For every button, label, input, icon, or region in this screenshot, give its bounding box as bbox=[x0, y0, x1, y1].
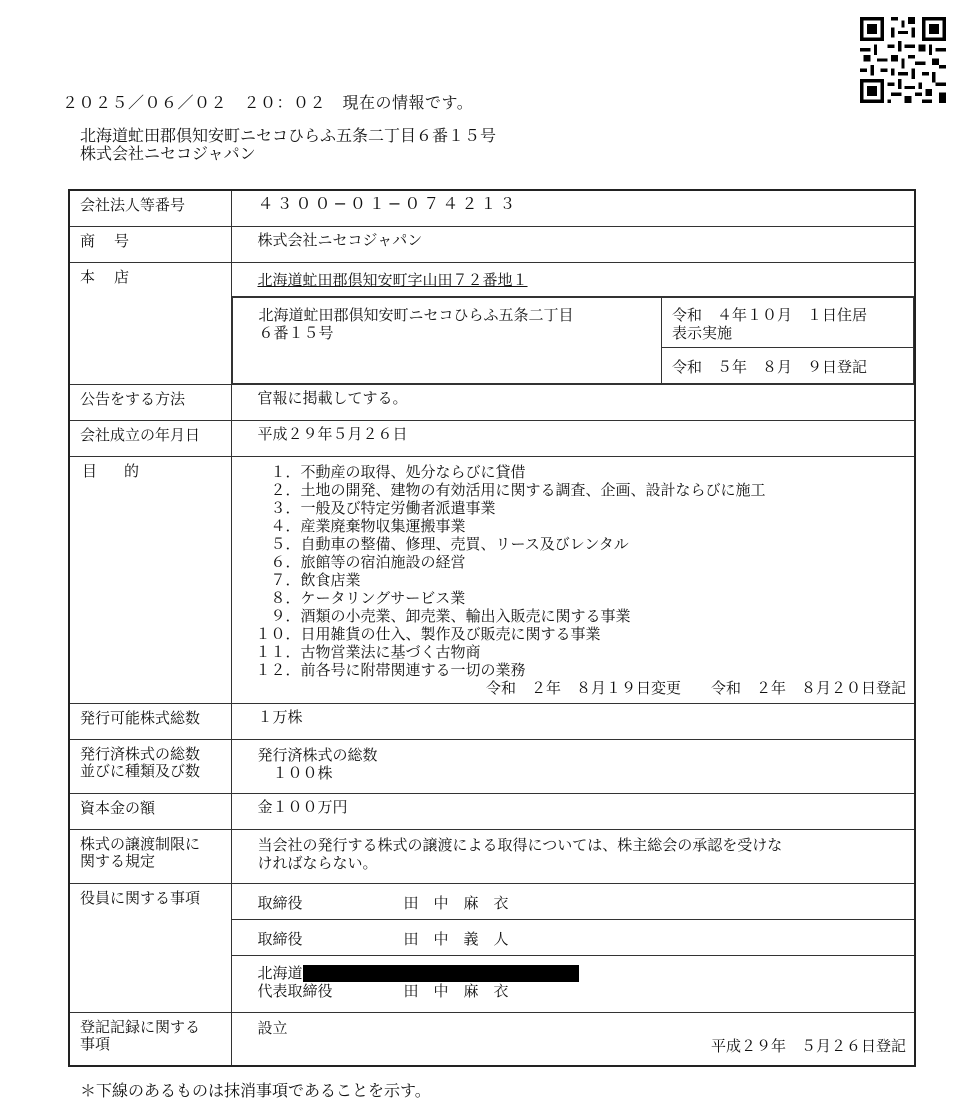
rep-title: 代表取締役 bbox=[257, 982, 333, 1000]
established-value: 平成２９年５月２６日 bbox=[231, 420, 915, 456]
purpose-item: ４．産業廃棄物収集運搬事業 bbox=[255, 516, 466, 535]
issued-shares-label-1: 発行済株式の総数 bbox=[80, 744, 201, 763]
row-corp-number bbox=[69, 190, 915, 226]
header-address: 北海道虻田郡倶知安町ニセコひらふ五条二丁目６番１５号 bbox=[80, 126, 497, 145]
old-address-struck: 北海道虻田郡倶知安町字山田７２番地１ bbox=[257, 270, 528, 289]
record-date: 平成２９年 ５月２６日登記 bbox=[710, 1036, 906, 1055]
transfer-restriction-label-2: 関する規定 bbox=[80, 851, 156, 870]
capital-value: 金１００万円 bbox=[231, 793, 915, 829]
purpose-item: ５．自動車の整備、修理、売買、リース及びレンタル bbox=[255, 534, 629, 553]
record-label-1: 登記記録に関する bbox=[80, 1017, 201, 1036]
row-authorized-shares bbox=[69, 703, 915, 739]
address-change-note-1b: 表示実施 bbox=[672, 323, 733, 342]
row-purpose bbox=[69, 456, 915, 703]
purpose-register-note: 令和 ２年 ８月２０日登記 bbox=[710, 678, 906, 697]
purpose-item: ９．酒類の小売業、卸売業、輸出入販売に関する事業 bbox=[255, 606, 631, 625]
row-issued-shares bbox=[69, 739, 915, 793]
purpose-label: 目 的 bbox=[69, 456, 231, 703]
datetime-text: ２０２５／０６／０２ ２０：０２ bbox=[62, 93, 327, 112]
issued-shares-value-1: 発行済株式の総数 bbox=[257, 745, 378, 764]
officers-label: 役員に関する事項 bbox=[69, 883, 231, 1012]
head-office-label: 本 店 bbox=[69, 262, 231, 384]
row-public-notice bbox=[69, 384, 915, 420]
row-established bbox=[69, 420, 915, 456]
transfer-restriction-value-2: ければならない。 bbox=[257, 853, 378, 872]
representative-entry bbox=[232, 956, 915, 1012]
corp-number-value: ４３００−０１−０７４２１３ bbox=[231, 190, 915, 226]
transfer-restriction-value-1: 当会社の発行する株式の譲渡による取得については、株主総会の承認を受けな bbox=[257, 835, 783, 854]
purpose-item: ７．飲食店業 bbox=[255, 570, 361, 589]
record-value: 設立 bbox=[257, 1018, 288, 1037]
row-trade-name bbox=[69, 226, 915, 262]
new-address-line-2: ６番１５号 bbox=[258, 323, 334, 342]
established-label: 会社成立の年月日 bbox=[69, 420, 231, 456]
row-transfer-restriction bbox=[69, 829, 915, 883]
public-notice-label: 公告をする方法 bbox=[69, 384, 231, 420]
purpose-item: ２．土地の開発、建物の有効活用に関する調査、企画、設計ならびに施工 bbox=[255, 480, 766, 499]
header-company: 株式会社ニセコジャパン bbox=[80, 144, 256, 163]
qr-code-icon bbox=[860, 17, 946, 103]
officer-name: 田 中 義 人 bbox=[403, 929, 509, 948]
address-change-note-1a: 令和 ４年１０月 １日住居 bbox=[672, 305, 868, 324]
head-office-cell bbox=[231, 262, 915, 384]
officer-title: 取締役 bbox=[257, 893, 303, 912]
purpose-list bbox=[232, 463, 907, 679]
record-label-2: 事項 bbox=[80, 1034, 111, 1053]
purpose-item: １０．日用雑貨の仕入、製作及び販売に関する事業 bbox=[255, 624, 601, 643]
public-notice-value: 官報に掲載してする。 bbox=[231, 384, 915, 420]
officer-name: 田 中 麻 衣 bbox=[403, 893, 509, 912]
transfer-restriction-label-1: 株式の譲渡制限に bbox=[80, 834, 201, 853]
rep-name: 田 中 麻 衣 bbox=[403, 982, 509, 1000]
purpose-cell bbox=[231, 456, 915, 703]
trade-name-label: 商 号 bbox=[69, 226, 231, 262]
purpose-change-note: 令和 ２年 ８月１９日変更 bbox=[485, 678, 681, 697]
officer-title: 取締役 bbox=[257, 929, 303, 948]
purpose-item: １．不動産の取得、処分ならびに貸借 bbox=[255, 462, 526, 481]
redaction-bar bbox=[303, 965, 579, 982]
capital-label: 資本金の額 bbox=[69, 793, 231, 829]
issued-shares-value-2: １００株 bbox=[257, 763, 333, 782]
address-register-note-2: 令和 ５年 ８月 ９日登記 bbox=[662, 347, 914, 383]
report-timestamp bbox=[62, 90, 473, 113]
rep-address-prefix: 北海道 bbox=[257, 963, 303, 982]
new-address-line-1: 北海道虻田郡倶知安町ニセコひらふ五条二丁目 bbox=[258, 305, 574, 324]
officer-entry bbox=[232, 920, 915, 956]
authorized-shares-value: １万株 bbox=[231, 703, 915, 739]
purpose-item: ３．一般及び特定労働者派遣事業 bbox=[255, 498, 496, 517]
purpose-item: １２．前各号に附帯関連する一切の業務 bbox=[255, 660, 526, 679]
registry-table bbox=[68, 189, 916, 1067]
officer-entry bbox=[232, 884, 915, 920]
issued-shares-label-2: 並びに種類及び数 bbox=[80, 761, 201, 780]
corp-number-label: 会社法人等番号 bbox=[69, 190, 231, 226]
row-officers bbox=[69, 883, 915, 1012]
purpose-item: １１．古物営業法に基づく古物商 bbox=[255, 642, 481, 661]
new-address-table bbox=[232, 297, 915, 384]
row-record bbox=[69, 1012, 915, 1066]
officers-cell bbox=[231, 883, 915, 1012]
row-capital bbox=[69, 793, 915, 829]
info-note-text: 現在の情報です。 bbox=[342, 93, 474, 112]
purpose-item: ６．旅館等の宿泊施設の経営 bbox=[255, 552, 466, 571]
trade-name-value: 株式会社ニセコジャパン bbox=[231, 226, 915, 262]
footer-note: ＊下線のあるものは抹消事項であることを示す。 bbox=[80, 1081, 431, 1100]
row-head-office bbox=[69, 262, 915, 384]
authorized-shares-label: 発行可能株式総数 bbox=[69, 703, 231, 739]
purpose-item: ８．ケータリングサービス業 bbox=[255, 588, 466, 607]
